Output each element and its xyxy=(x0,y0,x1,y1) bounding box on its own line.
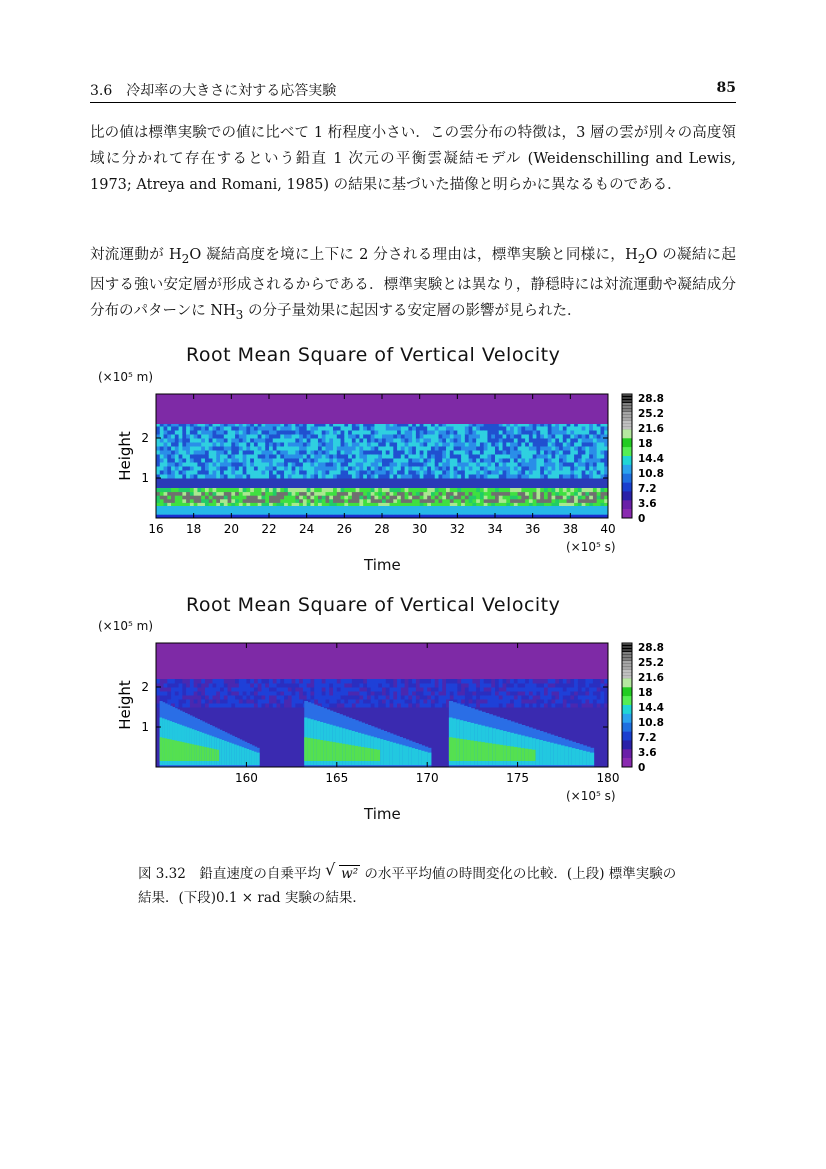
x-tick-label: 38 xyxy=(562,522,578,536)
sqrt-expression: √ w² xyxy=(325,860,359,882)
colorbar-swatch xyxy=(622,491,632,500)
y-tick-label: 2 xyxy=(141,431,149,445)
x-tick-label: 40 xyxy=(600,522,616,536)
colorbar-tick-label: 7.2 xyxy=(638,732,657,744)
x-tick-label: 16 xyxy=(148,522,164,536)
y-axis-label: Height xyxy=(116,680,134,730)
colorbar-tick-label: 10.8 xyxy=(638,468,664,480)
colorbar-swatch xyxy=(622,740,632,749)
colorbar-tick-label: 18 xyxy=(638,438,653,450)
colorbar-tick-label: 14.4 xyxy=(638,453,664,465)
colorbar-swatch xyxy=(622,447,632,456)
page-number: 85 xyxy=(716,80,736,96)
figure1-x-label: Time xyxy=(364,556,401,574)
x-tick-label: 180 xyxy=(596,771,620,785)
running-header xyxy=(90,80,736,103)
y-tick-label: 1 xyxy=(141,720,149,734)
colorbar-swatch xyxy=(622,456,632,465)
figure1-title: Root Mean Square of Vertical Velocity xyxy=(186,344,561,366)
x-tick-label: 28 xyxy=(374,522,390,536)
colorbar-swatch xyxy=(622,394,632,403)
figure-caption: 図 3.32 鉛直速度の自乗平均 √ w² の水平平均値の時間変化の比較．(上段) 標準実験の結果．(下段)0.1 × rad 実験の結果． xyxy=(138,860,677,906)
colorbar-swatch xyxy=(622,696,632,705)
colorbar-tick-label: 14.4 xyxy=(638,702,664,714)
x-tick-label: 36 xyxy=(525,522,541,536)
colorbar-swatch xyxy=(622,474,632,483)
x-tick-label: 18 xyxy=(186,522,202,536)
colorbar-tick-label: 18 xyxy=(638,687,653,699)
y-tick-label: 1 xyxy=(141,471,149,485)
section-title: 3.6 冷却率の大きさに対する応答実験 xyxy=(90,83,337,99)
figure2-x-unit: (×10⁵ s) xyxy=(566,789,616,803)
colorbar-swatch xyxy=(622,687,632,696)
figure1-x-unit: (×10⁵ s) xyxy=(566,540,616,554)
colorbar-tick-label: 0 xyxy=(638,762,646,774)
colorbar-swatch xyxy=(622,705,632,714)
colorbar-swatch xyxy=(622,758,632,767)
colorbar-swatch xyxy=(622,678,632,687)
colorbar-tick-label: 3.6 xyxy=(638,498,657,510)
paragraph-1: 比の値は標準実験での値に比べて 1 桁程度小さい．この雲分布の特徴は，3 層の雲が別々の高度領域に分かれて存在するという鉛直 1 次元の平衡雲凝結モデル (Weidenschilling and Lewis, 1973; Atreya and Romani, 1985) の結果に基づいた描像と明らかに異なるものである． xyxy=(90,125,736,193)
colorbar-swatch xyxy=(622,483,632,492)
colorbar-tick-label: 25.2 xyxy=(638,408,664,420)
x-tick-label: 160 xyxy=(234,771,258,785)
colorbar-tick-label: 7.2 xyxy=(638,483,657,495)
colorbar-tick-label: 28.8 xyxy=(638,642,664,654)
colorbar-tick-label: 0 xyxy=(638,513,646,525)
colorbar-tick-label: 21.6 xyxy=(638,423,664,435)
colorbar-swatch xyxy=(622,500,632,509)
x-tick-label: 26 xyxy=(336,522,352,536)
heatmap-cells xyxy=(156,679,609,767)
x-tick-label: 20 xyxy=(223,522,239,536)
heatmap-cells xyxy=(156,422,609,518)
colorbar-swatch xyxy=(622,714,632,723)
y-tick-label: 2 xyxy=(141,680,149,694)
colorbar-swatch xyxy=(622,749,632,758)
x-tick-label: 24 xyxy=(299,522,315,536)
figure2-y-unit: (×10⁵ m) xyxy=(98,619,154,633)
colorbar-tick-label: 28.8 xyxy=(638,393,664,405)
figure2-x-label: Time xyxy=(364,805,401,823)
colorbar-swatch xyxy=(622,643,632,652)
x-tick-label: 32 xyxy=(449,522,465,536)
y-axis-label: Height xyxy=(116,431,134,481)
x-tick-label: 22 xyxy=(261,522,277,536)
colorbar-swatch xyxy=(622,723,632,732)
colorbar-tick-label: 25.2 xyxy=(638,657,664,669)
x-tick-label: 30 xyxy=(412,522,428,536)
paragraph-2: 対流運動が $H_2O$ 凝結高度を境に上下に 2 分される理由は，標準実験と同様に，$H_2O$ の凝結に起因する強い安定層が形成されるからである．標準実験とは異なり，静穏時には対流運動や凝結成分分布のパターンに $NH_3$ の分子量効果に起因する安定層の影響が見られた． xyxy=(90,247,736,322)
colorbar-swatch xyxy=(622,429,632,438)
colorbar-tick-label: 3.6 xyxy=(638,747,657,759)
colorbar-tick-label: 10.8 xyxy=(638,717,664,729)
x-tick-label: 175 xyxy=(506,771,530,785)
x-tick-label: 165 xyxy=(325,771,349,785)
colorbar-swatch xyxy=(622,732,632,741)
x-tick-label: 170 xyxy=(415,771,439,785)
colorbar-swatch xyxy=(622,465,632,474)
colorbar-swatch xyxy=(622,509,632,518)
colorbar-swatch xyxy=(622,438,632,447)
x-tick-label: 34 xyxy=(487,522,503,536)
figure1-y-unit: (×10⁵ m) xyxy=(98,370,154,384)
figure2-title: Root Mean Square of Vertical Velocity xyxy=(186,594,561,616)
colorbar-tick-label: 21.6 xyxy=(638,672,664,684)
